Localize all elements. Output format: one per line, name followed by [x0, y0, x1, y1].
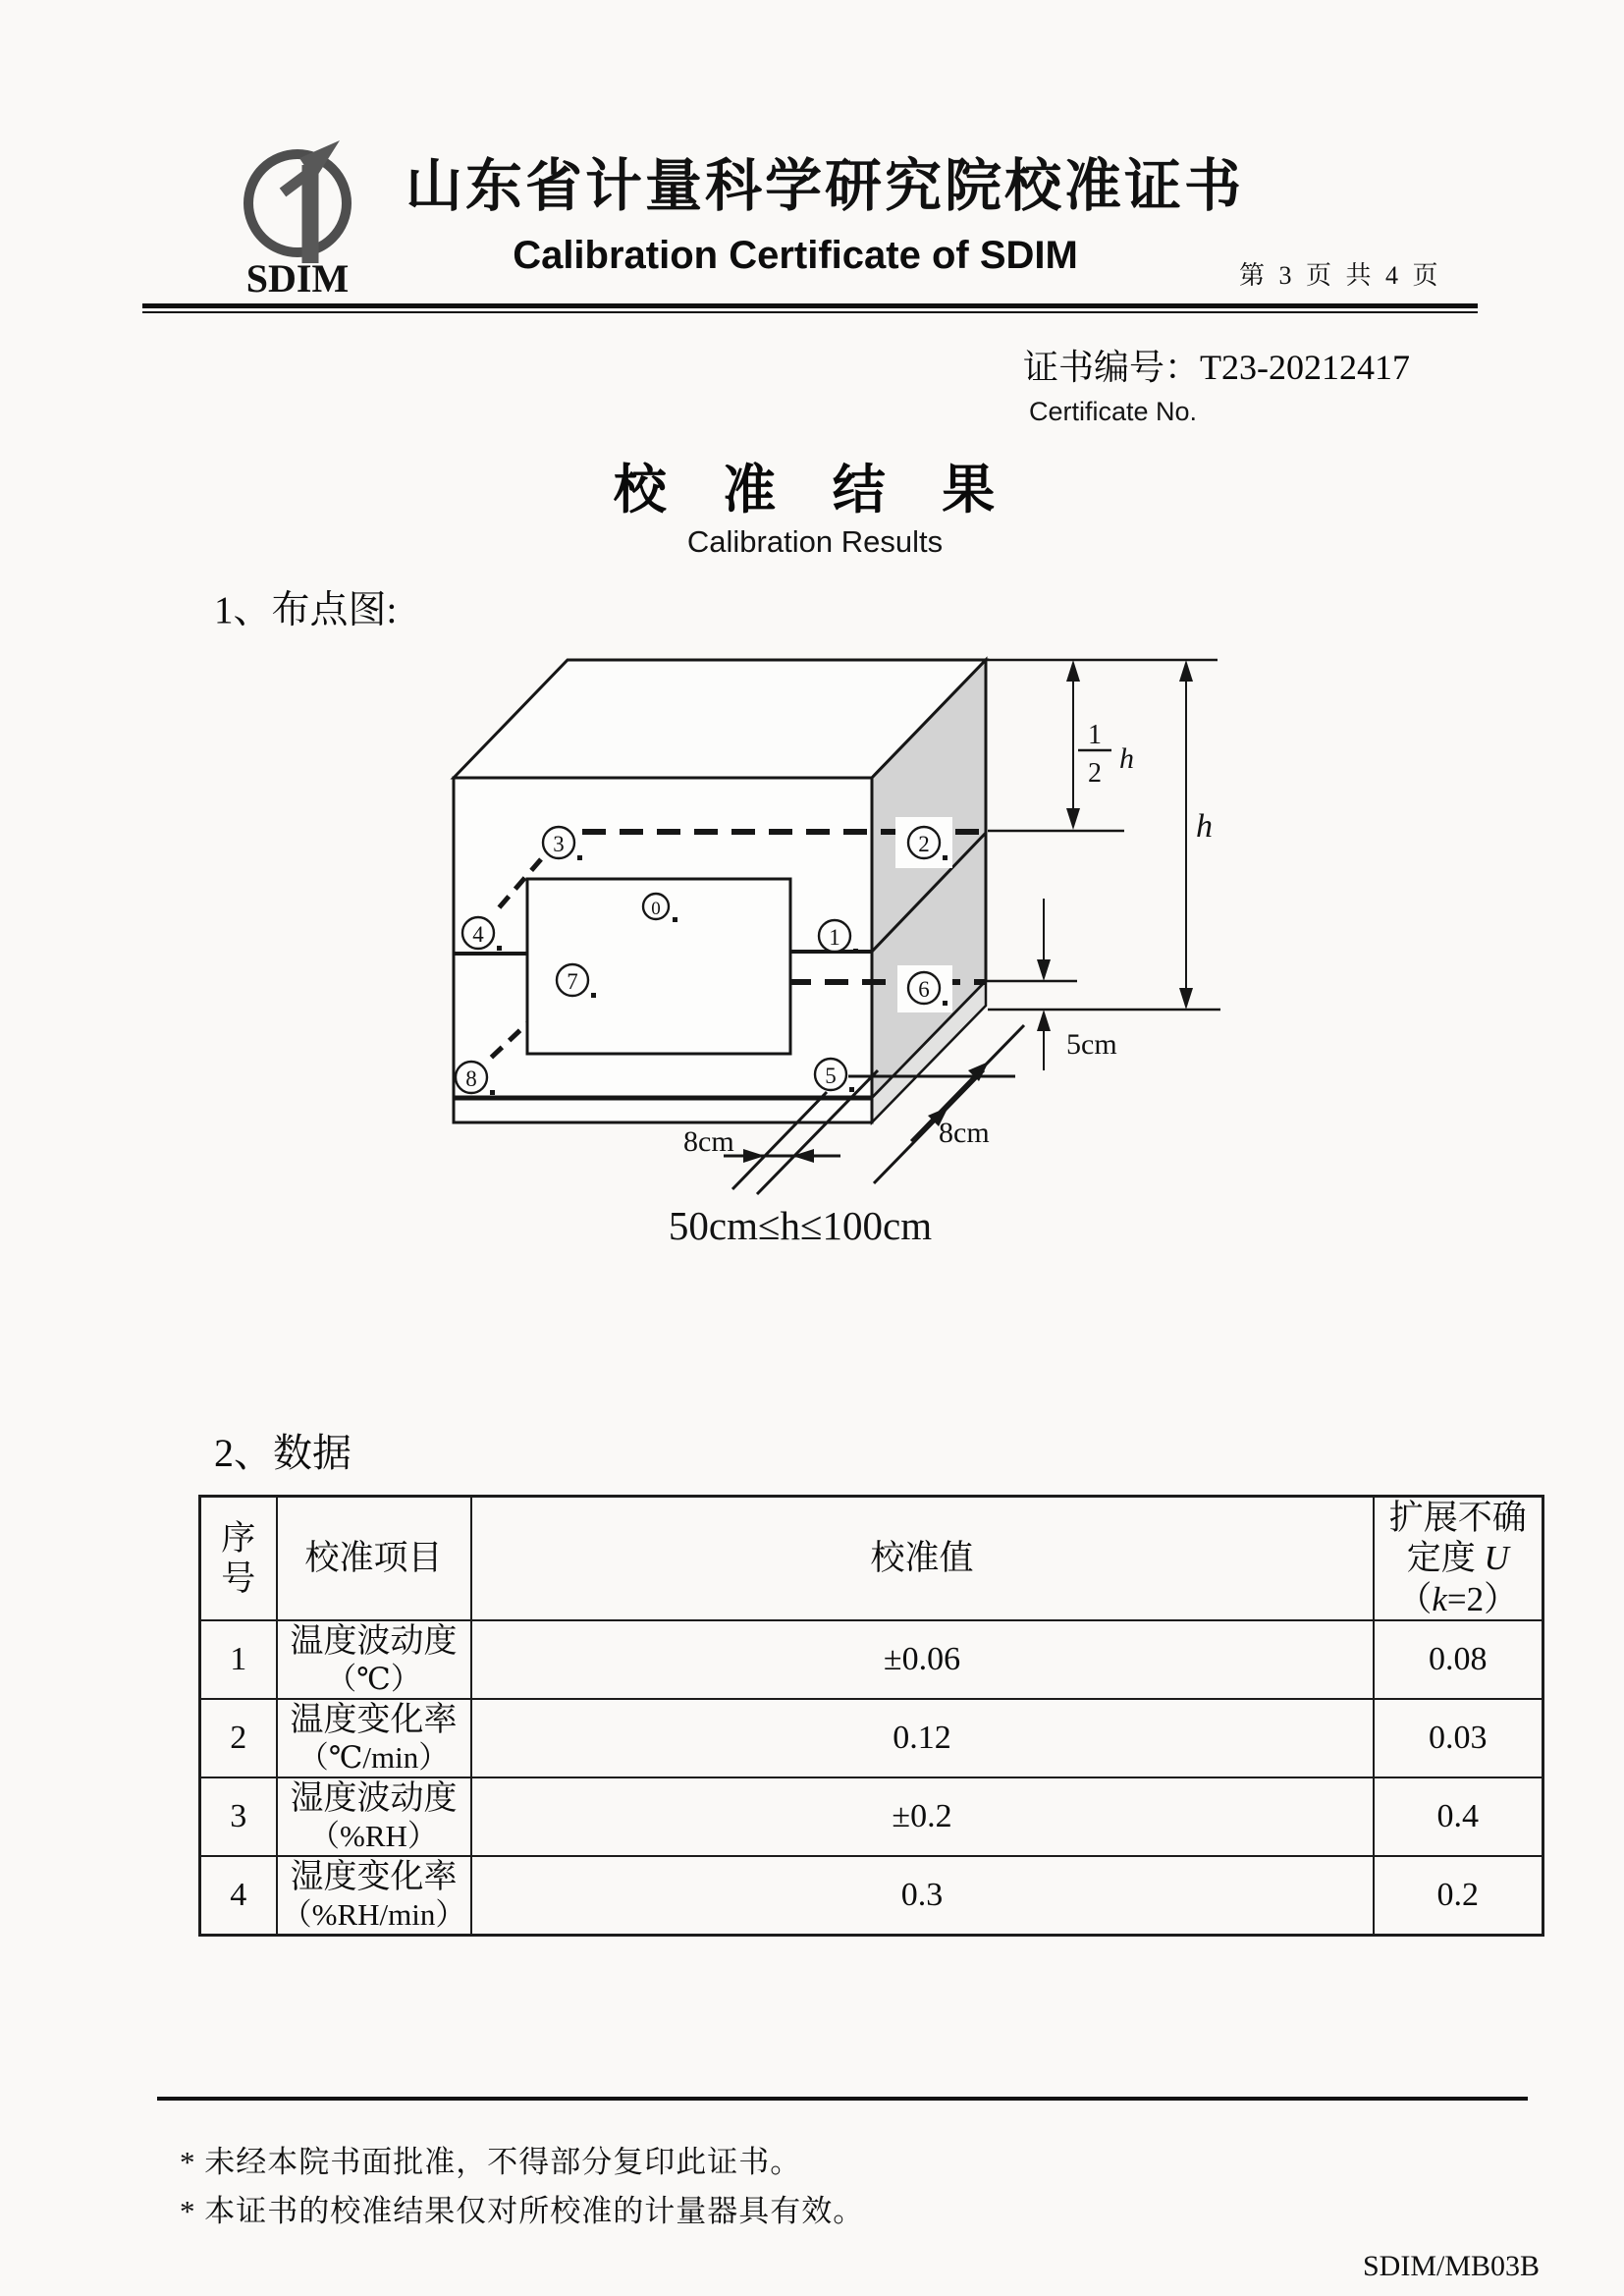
certificate-number — [1023, 340, 1410, 390]
five-cm-label: 5cm — [1066, 1028, 1117, 1061]
point-1-label: 1 — [829, 925, 840, 950]
point-0-dot — [673, 917, 677, 922]
header-value: 校准值 — [471, 1497, 1374, 1620]
row4-item: 湿度变化率 （%RH/min） — [277, 1856, 471, 1936]
point-8-dot — [490, 1090, 495, 1095]
footer-note-1: * 未经本院书面批准，不得部分复印此证书。 — [180, 2145, 802, 2179]
header-seq-line2: 号 — [221, 1558, 256, 1598]
results-title-cn: 校 准 结 果 — [613, 461, 1017, 519]
h-arrowhead-top — [1179, 660, 1193, 682]
point-6-dot — [943, 1001, 947, 1006]
point-5-label: 5 — [825, 1064, 837, 1088]
row1-u: 0.08 — [1374, 1620, 1543, 1699]
half-h-label: h — [1119, 742, 1134, 775]
point-4-label: 4 — [472, 922, 484, 947]
header-uncertainty-line1: 扩展不确 — [1388, 1499, 1527, 1537]
point-2-dot — [943, 855, 947, 860]
header-uncertainty-line3: （k=2） — [1397, 1579, 1519, 1618]
row2-item: 温度变化率 （℃/min） — [277, 1699, 471, 1777]
row2-value: 0.12 — [471, 1699, 1374, 1777]
row2-no: 2 — [200, 1699, 277, 1777]
row4-value: 0.3 — [471, 1856, 1374, 1936]
row1-item: 温度波动度 （℃） — [277, 1620, 471, 1699]
half-h-arrowhead-top — [1066, 660, 1080, 682]
certificate-number-label: 证书编号： — [1023, 348, 1201, 387]
row1-no: 1 — [200, 1620, 277, 1699]
certificate-title-cn: 山东省计量科学研究院校准证书 — [405, 154, 1244, 218]
half-h-numerator: 1 — [1088, 720, 1102, 750]
point-0-label: 0 — [651, 899, 661, 919]
point-2-label: 2 — [918, 832, 930, 856]
table-row — [200, 1699, 1543, 1777]
row3-u: 0.4 — [1374, 1777, 1543, 1856]
certificate-number-value: T23-20212417 — [1200, 348, 1410, 387]
h-arrowhead-bottom — [1179, 988, 1193, 1010]
logo-text: SDIM — [245, 256, 350, 301]
footer-divider — [157, 2097, 1528, 2101]
row3-value: ±0.2 — [471, 1777, 1374, 1856]
table-row — [200, 1777, 1543, 1856]
row3-item: 湿度波动度 （%RH） — [277, 1777, 471, 1856]
header-uncertainty — [1374, 1497, 1543, 1620]
half-h-denominator: 2 — [1088, 758, 1102, 789]
table-header-row — [200, 1497, 1543, 1620]
header-uncertainty-line2: 定度 U — [1406, 1539, 1509, 1578]
section2-heading: 2、数据 — [214, 1431, 352, 1475]
point-layout-diagram — [373, 609, 1276, 1296]
point-4-dot — [497, 946, 502, 951]
eight-cm-left-label: 8cm — [683, 1125, 734, 1158]
results-title-en: Calibration Results — [686, 524, 944, 559]
five-cm-arrowhead-down — [1037, 959, 1051, 981]
half-h-arrowhead-bottom — [1066, 808, 1080, 830]
header-seq-line1: 序 — [221, 1518, 256, 1558]
row1-value: ±0.06 — [471, 1620, 1374, 1699]
certificate-number-label-en: Certificate No. — [1029, 397, 1198, 426]
height-range-label: 50cm≤h≤100cm — [668, 1203, 933, 1248]
point-3-dot — [577, 855, 582, 860]
point-8-label: 8 — [465, 1066, 477, 1091]
header-divider — [142, 303, 1478, 320]
header-seq — [200, 1497, 277, 1620]
logo-ring — [248, 154, 347, 252]
row3-no: 3 — [200, 1777, 277, 1856]
point-3-label: 3 — [553, 832, 565, 856]
point-7-dot — [591, 993, 596, 998]
table-row — [200, 1856, 1543, 1936]
certificate-title-en: Calibration Certificate of SDIM — [513, 234, 1078, 277]
table-row — [200, 1620, 1543, 1699]
row2-u: 0.03 — [1374, 1699, 1543, 1777]
point-1-dot — [853, 949, 858, 954]
point-6-label: 6 — [918, 977, 930, 1002]
h-label: h — [1196, 808, 1213, 845]
page-info: 第 3 页 共 4 页 — [1239, 261, 1442, 290]
footer-note-2: * 本证书的校准结果仅对所校准的计量器具有效。 — [180, 2194, 865, 2228]
calibration-data-table — [198, 1495, 1544, 1937]
row4-no: 4 — [200, 1856, 277, 1936]
row4-u: 0.2 — [1374, 1856, 1543, 1936]
form-number: SDIM/MB03B — [1363, 2250, 1541, 2282]
point-5-dot — [849, 1087, 854, 1092]
section1-heading: 1、布点图: — [214, 589, 398, 631]
five-cm-arrowhead-up — [1037, 1010, 1051, 1031]
header-item: 校准项目 — [277, 1497, 471, 1620]
eight-cm-right-label: 8cm — [939, 1117, 990, 1149]
point-7-label: 7 — [567, 969, 578, 994]
